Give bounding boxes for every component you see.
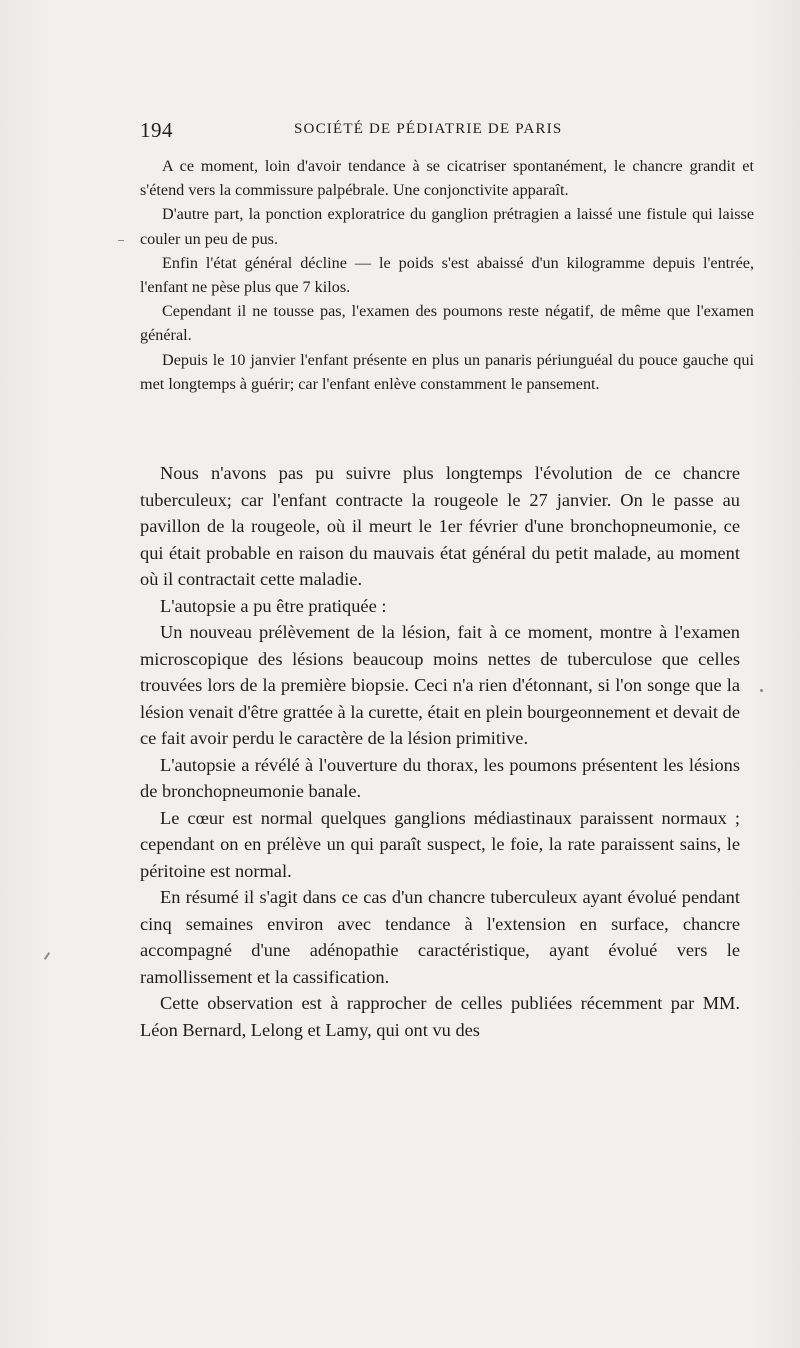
print-speck [44,952,50,960]
paragraph: L'autopsie a pu être pratiquée : [160,595,387,616]
print-speck [118,240,124,241]
paragraph: Un nouveau prélèvement de la lésion, fait à ce moment, montre à l'examen microscopique des lésions beaucoup moins nettes de tuberculose que celles trouvées lors de la première biopsie. Ceci n'a rien d'étonnant, si l'on songe que la lésion venait d'être grattée à la curette, était en plein bourgeonnement et devait de ce fait avoir perdu le caractère de la lésion primitive. [140,622,740,748]
paragraph: D'autre part, la ponction exploratrice du ganglion prétragien a laissé une fistule qui laisse couler un peu de pus. [140,205,754,248]
paragraph: Cette observation est à rapprocher de celles publiées récemment par MM. Léon Bernard, Lelong et Lamy, qui ont vu des [140,993,740,1040]
paragraph: Le cœur est normal quelques ganglions médiastinaux paraissent normaux ; cependant on en prélève un qui paraît suspect, le foie, la rate paraissent sains, le péritoine est normal. [140,807,740,881]
paragraph: Enfin l'état général décline — le poids s'est abaissé d'un kilogramme depuis l'entrée, l'enfant ne pèse plus que 7 kilos. [140,253,754,297]
observation-notes [140,154,754,396]
page-header [140,118,738,148]
paragraph: A ce moment, loin d'avoir tendance à se cicatriser spontanément, le chancre grandit et s'étend vers la commissure palpébrale. Une conjonctivite apparaît. [140,157,754,200]
paragraph: Nous n'avons pas pu suivre plus longtemps l'évolution de ce chancre tuberculeux; car l'enfant contracte la rougeole le 27 janvier. On le passe au pavillon de la rougeole, où il meurt le 1er février d'une bronchopneumonie, ce qui était probable en raison du mauvais état général du petit malade, au moment où il contractait cette maladie. [140,463,740,589]
paragraph: Depuis le 10 janvier l'enfant présente en plus un panaris périunguéal du pouce gauche qui met longtemps à guérir; car l'enfant enlève constamment le pansement. [140,350,754,393]
paragraph: En résumé il s'agit dans ce cas d'un chancre tuberculeux ayant évolué pendant cinq semaines environ avec tendance à l'extension en surface, chancre accompagné d'une adénopathie caractéristique, ayant évolué vers le ramollissement et la cassification. [140,887,740,987]
main-text [140,460,740,1043]
page-number: 194 [140,118,173,142]
print-speck [760,689,763,692]
paragraph: Cependant il ne tousse pas, l'examen des poumons reste négatif, de même que l'examen général. [140,302,754,345]
paragraph: L'autopsie a révélé à l'ouverture du thorax, les poumons présentent les lésions de bronchopneumonie banale. [140,754,740,801]
running-title: SOCIÉTÉ DE PÉDIATRIE DE PARIS [294,121,563,137]
